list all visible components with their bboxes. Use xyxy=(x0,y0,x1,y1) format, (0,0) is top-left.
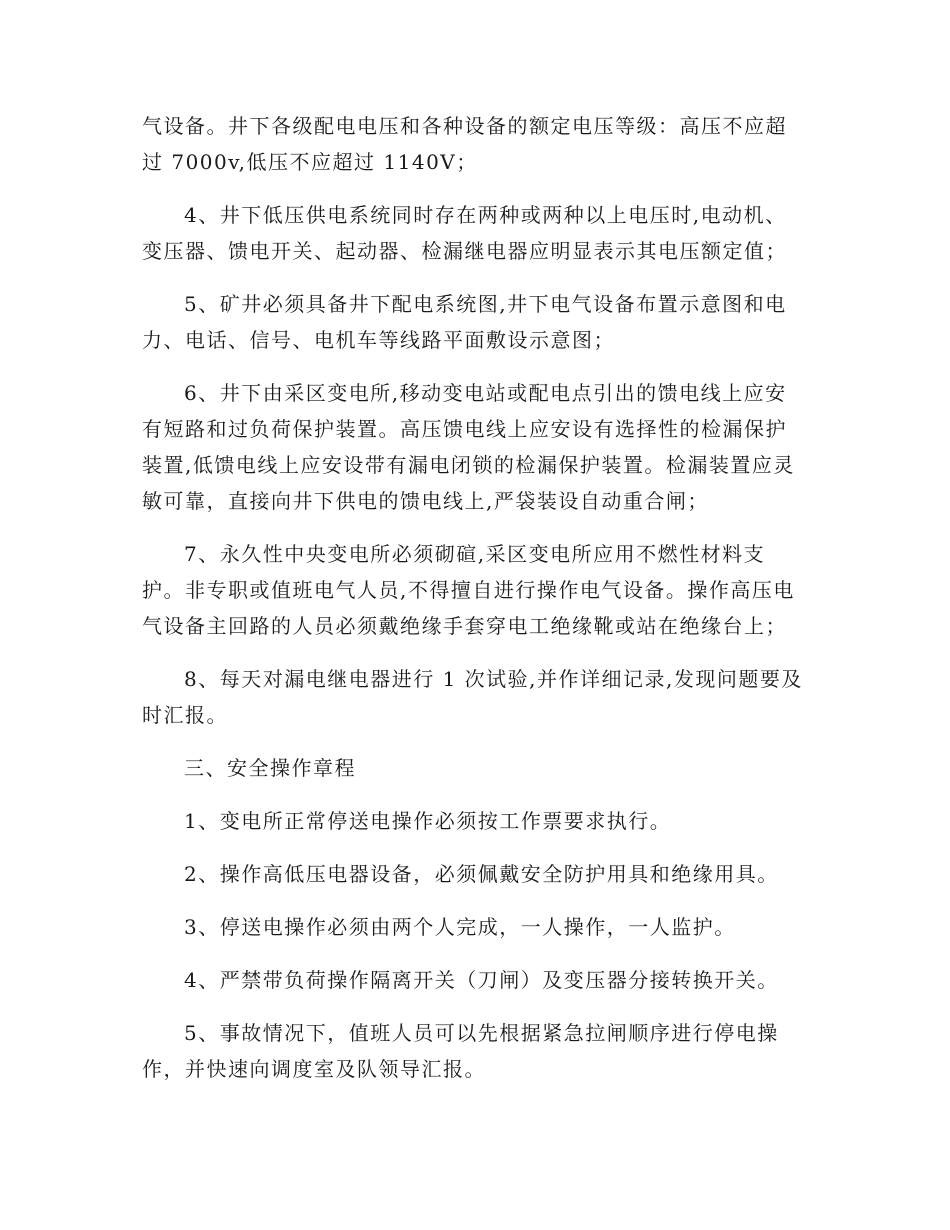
text-line: 装置,低馈电线上应安设带有漏电闭锁的检漏保护装置。检漏装置应灵 xyxy=(142,453,795,477)
procedure-item-1 xyxy=(142,803,812,839)
text-line: 敏可靠，直接向井下供电的馈电线上,严袋装设自动重合闸； xyxy=(142,489,709,513)
paragraph-continuation xyxy=(142,108,812,180)
procedure-item-3 xyxy=(142,909,812,945)
paragraph-item-4 xyxy=(142,197,812,269)
text-line: 3、停送电操作必须由两个人完成，一人操作，一人监护。 xyxy=(184,915,736,939)
text-line: 1、变电所正常停送电操作必须按工作票要求执行。 xyxy=(184,809,672,833)
procedure-item-5 xyxy=(142,1015,812,1087)
text-line: 过 7000v,低压不应超过 1140V； xyxy=(142,150,478,174)
text-line: 6、井下由采区变电所,移动变电站或配电点引出的馈电线上应安 xyxy=(184,381,787,405)
text-line: 4、严禁带负荷操作隔离开关（刀闸）及变压器分接转换开关。 xyxy=(184,968,779,992)
document-body xyxy=(142,108,812,1087)
text-line: 8、每天对漏电继电器进行 1 次试验,并作详细记录,发现问题要及 xyxy=(184,667,803,691)
text-line: 气设备主回路的人员必须戴绝缘手套穿电工绝缘靴或站在绝缘台上； xyxy=(142,614,787,638)
text-line: 5、事故情况下，值班人员可以先根据紧急拉闸顺序进行停电操 xyxy=(184,1021,779,1045)
text-line: 7、永久性中央变电所必须砌碹,采区变电所应用不燃性材料支 xyxy=(184,542,766,566)
text-line: 力、电话、信号、电机车等线路平面敷设示意图； xyxy=(142,328,615,352)
text-line: 有短路和过负荷保护装置。高压馈电线上应安设有选择性的检漏保护 xyxy=(142,417,787,441)
text-line: 2、操作高低压电器设备，必须佩戴安全防护用具和绝缘用具。 xyxy=(184,862,779,886)
text-line: 时汇报。 xyxy=(142,703,228,727)
paragraph-item-7 xyxy=(142,536,812,644)
text-line: 作，并快速向调度室及队领导汇报。 xyxy=(142,1057,486,1081)
procedure-item-2 xyxy=(142,856,812,892)
text-line: 气设备。井下各级配电电压和各种设备的额定电压等级：高压不应超 xyxy=(142,114,787,138)
paragraph-item-6 xyxy=(142,375,812,519)
paragraph-item-8 xyxy=(142,661,812,733)
paragraph-item-5 xyxy=(142,286,812,358)
section-heading xyxy=(142,750,812,786)
text-line: 5、矿井必须具备井下配电系统图,井下电气设备布置示意图和电 xyxy=(184,292,787,316)
text-line: 4、井下低压供电系统同时存在两种或两种以上电压时,电动机、 xyxy=(184,203,787,227)
text-line: 变压器、馈电开关、起动器、检漏继电器应明显表示其电压额定值； xyxy=(142,239,787,263)
section-title: 三、安全操作章程 xyxy=(184,756,356,780)
text-line: 护。非专职或值班电气人员,不得擅自进行操作电气设备。操作高压电 xyxy=(142,578,795,602)
procedure-item-4 xyxy=(142,962,812,998)
